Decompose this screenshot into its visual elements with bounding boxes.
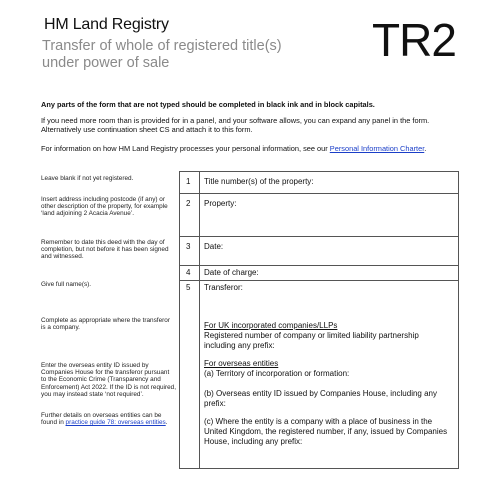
form-title-line-1: Transfer of whole of registered title(s) (42, 38, 282, 54)
form-title-line-2: under power of sale (42, 55, 170, 71)
instruction-more-room: If you need more room than is provided for in a panel, and your software allows, you can expand any panel in the form. Alternatively use continuation sheet CS and attach it to this form. (41, 116, 430, 134)
form-panels (179, 171, 459, 469)
overseas-territory: (a) Territory of incorporation or formation: (204, 369, 350, 378)
panel-3-date[interactable] (180, 236, 458, 266)
organisation-name: HM Land Registry (44, 16, 169, 33)
panel-1-title-number[interactable] (180, 171, 458, 194)
side-note-overseas-guide (41, 412, 176, 426)
side-note-panel-2: Insert address including postcode (if any) or other description of the property, for example ‘land adjoining 2 Acacia Avenue’. (41, 196, 168, 218)
privacy-charter-link[interactable]: Personal Information Charter (329, 144, 425, 153)
panel-number: 4 (186, 268, 191, 277)
panel-title: Date: (204, 242, 224, 251)
panel-title: Date of charge: (204, 268, 259, 277)
panel-2-property[interactable] (180, 193, 458, 237)
panel-title: Transferor: (204, 283, 243, 292)
side-note-company: Complete as appropriate where the transferor is a company. (41, 317, 170, 332)
overseas-heading: For overseas entities (204, 359, 279, 368)
privacy-prefix: For information on how HM Land Registry processes your personal information, see our (41, 144, 330, 153)
instruction-block-capitals: Any parts of the form that are not typed should be completed in black ink and in block capitals. (41, 100, 375, 109)
panel-title: Property: (204, 199, 237, 208)
overseas-entity-id: (b) Overseas entity ID issued by Companies House, including any prefix: (204, 389, 437, 408)
privacy-suffix: . (424, 144, 427, 153)
panel-number: 3 (186, 242, 191, 251)
practice-guide-78-link[interactable]: practice guide 78: overseas entities (65, 419, 166, 427)
form-code: TR2 (372, 14, 456, 66)
panel-number: 5 (186, 283, 191, 292)
form-title (42, 38, 342, 72)
side-note-panel-5: Give full name(s). (41, 281, 92, 288)
panel-number: 2 (186, 199, 191, 208)
side-note-panel-3: Remember to date this deed with the day of completion, but not before it has been signed and witnessed. (41, 239, 169, 261)
uk-companies-text: Registered number of company or limited liability partnership including any prefix: (204, 331, 419, 350)
panel-4-date-of-charge[interactable] (180, 265, 458, 281)
instruction-privacy (41, 144, 451, 153)
panel-title: Title number(s) of the property: (204, 177, 314, 186)
panel-number: 1 (186, 177, 191, 186)
uk-companies-section (204, 321, 452, 351)
guide-suffix: . (165, 419, 168, 427)
guide-prefix: Further details on overseas entities can be found in (41, 412, 162, 427)
side-note-overseas-id: Enter the overseas entity ID issued by Companies House for the transferor pursuant to the Economic Crime (Transparency and Enforcement) Act 2022. If the ID is not required, you may instead state ‘not required’. (41, 362, 176, 398)
overseas-section (204, 359, 452, 379)
uk-companies-heading: For UK incorporated companies/LLPs (204, 321, 338, 330)
panel-5-transferor[interactable] (180, 280, 458, 469)
overseas-registered-number: (c) Where the entity is a company with a place of business in the United Kingdom, the registered number, if any, issued by Companies House, including any prefix: (204, 417, 448, 446)
side-note-panel-1: Leave blank if not yet registered. (41, 175, 134, 182)
